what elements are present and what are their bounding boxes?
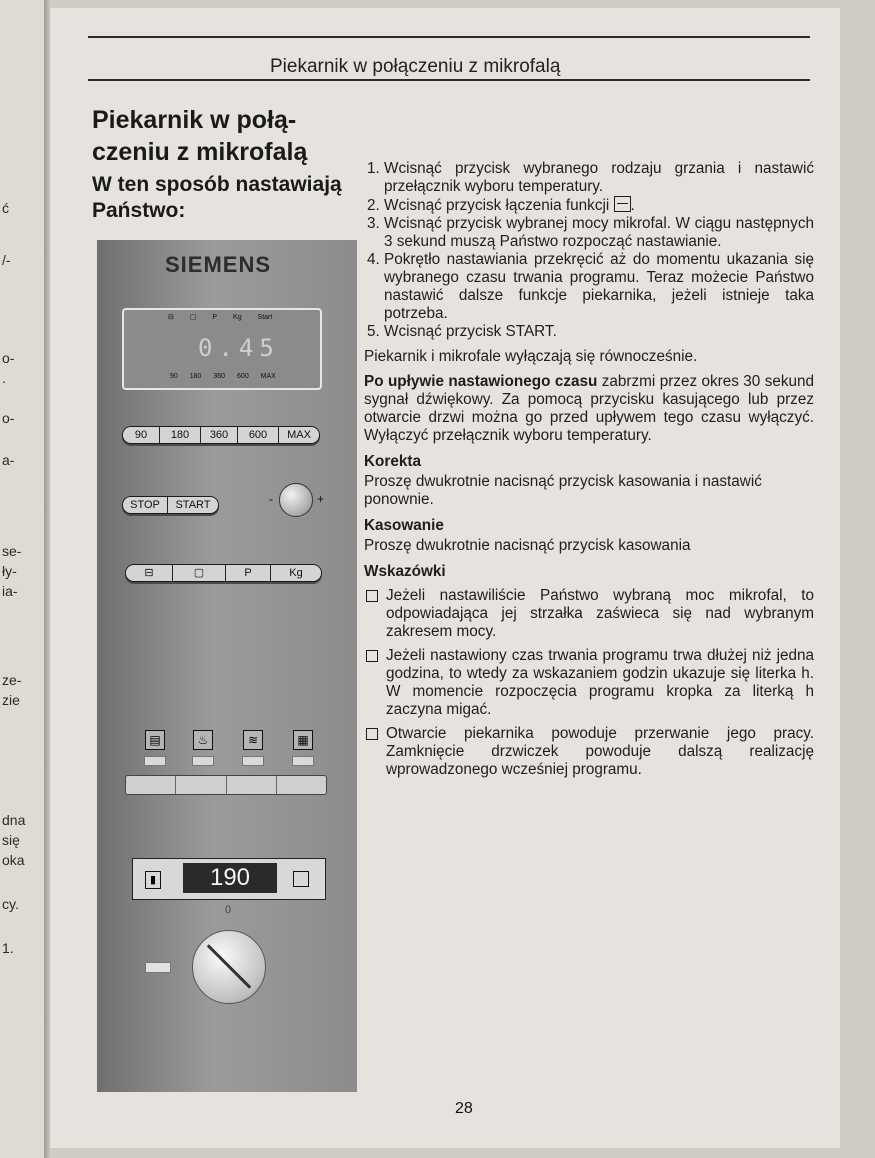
korekta-heading: Korekta [364, 453, 421, 470]
oven-mode-button[interactable] [227, 776, 277, 794]
scale-360: 360 [213, 373, 226, 380]
stop-start-row [122, 496, 219, 514]
left-page-fragment: . [2, 370, 6, 386]
step-2-suffix: . [630, 197, 635, 214]
left-page-fragment: a- [2, 452, 15, 468]
left-page-fragment: oka [2, 852, 25, 868]
oven-light-icon [293, 871, 309, 887]
stop-button[interactable]: STOP [123, 497, 168, 513]
power-90-button[interactable]: 90 [123, 427, 160, 443]
scale-90: 90 [170, 373, 178, 380]
header-rule-bottom [88, 79, 810, 81]
hint-item [364, 587, 814, 641]
oven-mode-top-bottom-icon: ▤ [145, 730, 165, 750]
section-heading: Piekarnik w połą-czeniu z mikrofalą [92, 106, 308, 166]
power-indicator-led [145, 962, 171, 973]
display-indicator-row [168, 313, 286, 321]
oven-mode-led [144, 756, 166, 766]
hint-text: Jeżeli nastawiony czas trwania programu trwa dłużej niż jedna godzina, to wtedy za wskazaniem godzin ukazuje się literka h. W momencie rozpoczęcia programu kropka za literką h zaczyna migać. [386, 647, 814, 718]
temperature-display: 190 [183, 863, 277, 893]
left-page-fragment: o- [2, 410, 15, 426]
power-180-button[interactable]: 180 [160, 427, 201, 443]
left-page-fragment: się [2, 832, 20, 848]
hint-text: Otwarcie piekarnika powoduje przerwanie jego pracy. Zamknięcie drzwiczek powoduje dalszą realizację wprowadzonego wcześniej programu. [386, 725, 814, 778]
power-600-button[interactable]: 600 [238, 427, 279, 443]
thermometer-icon: ▮ [145, 871, 161, 889]
knob-zero-mark: 0 [225, 904, 232, 916]
oven-mode-led [242, 756, 264, 766]
function-button-row [125, 564, 322, 582]
hint-item [364, 725, 814, 779]
oven-mode-led [192, 756, 214, 766]
kasowanie-text: Proszę dwukrotnie nacisnąć przycisk kasowania [364, 537, 691, 554]
power-360-button[interactable]: 360 [201, 427, 238, 443]
left-page-fragment: /- [2, 252, 11, 268]
time-setting-knob[interactable] [279, 483, 313, 517]
header-rule-top [88, 36, 810, 38]
display-p-label: P [212, 314, 218, 321]
combi-function-button[interactable]: ⊟ [126, 565, 173, 581]
steps-list [364, 160, 814, 341]
checkbox-icon [366, 650, 378, 662]
step-item: 4. Pokrętło nastawiania przekręcić aż do momentu ukazania się wybranego czasu trwania programu. Teraz możecie Państwo nastawić dalsze funkcje piekarnika, jeżeli istnieje taka potrzeba. [384, 251, 814, 323]
temperature-knob[interactable] [192, 930, 266, 1004]
step-item: 1. Wcisnąć przycisk wybranego rodzaju grzania i nastawić przełącznik wyboru temperatury. [384, 160, 814, 196]
page-number: 28 [455, 1100, 473, 1117]
oven-mode-button[interactable] [176, 776, 226, 794]
shutdown-paragraph: Piekarnik i mikrofale wyłączają się równocześnie. [364, 348, 698, 365]
oven-mode-grill-icon: ▦ [293, 730, 313, 750]
display-time: 0.45 [198, 334, 280, 362]
left-page-fragment: dna [2, 812, 26, 828]
checkbox-icon [366, 590, 378, 602]
weight-kg-button[interactable]: Kg [271, 565, 321, 581]
knob-minus-label: - [269, 492, 273, 506]
left-page-fragment: ć [2, 200, 9, 216]
hint-text: Jeżeli nastawiliście Państwo wybraną moc mikrofal, to odpowiadająca jej strzałka zaświeca się nad wybranym zakresem mocy. [386, 587, 814, 640]
control-panel-illustration [97, 240, 357, 1092]
left-page-fragment: zie [2, 692, 20, 708]
display-microwave-icon: ▢ [189, 314, 197, 321]
checkbox-icon [366, 728, 378, 740]
display-kg-label: Kg [233, 314, 242, 321]
oven-mode-led [292, 756, 314, 766]
knob-pointer [207, 944, 252, 989]
start-button[interactable]: START [168, 497, 218, 513]
step-item [384, 196, 814, 215]
left-page-fragment: ze- [2, 672, 22, 688]
left-page-fragment: 1. [2, 940, 14, 956]
microwave-display [122, 308, 322, 390]
oven-mode-button[interactable] [277, 776, 326, 794]
left-page-fragment: cy. [2, 896, 19, 912]
left-page-fragment: se- [2, 543, 22, 559]
after-time-bold: Po upływie nastawionego czasu [364, 373, 598, 390]
microwave-button[interactable]: ▢ [173, 565, 226, 581]
scale-600: 600 [237, 373, 249, 380]
oven-mode-button-bar [125, 775, 327, 795]
previous-page-edge [0, 0, 46, 1158]
combi-function-icon [614, 196, 631, 212]
display-power-scale [170, 373, 286, 380]
left-page-fragment: ia- [2, 583, 18, 599]
scale-max: MAX [260, 373, 276, 380]
power-max-button[interactable]: MAX [279, 427, 319, 443]
oven-mode-button[interactable] [126, 776, 176, 794]
display-combi-icon: ⊟ [168, 314, 174, 321]
wskazowki-heading: Wskazówki [364, 563, 446, 580]
power-button-row [122, 426, 320, 444]
step-item: 5. Wcisnąć przycisk START. [384, 323, 814, 341]
after-time-paragraph [364, 373, 814, 445]
left-page-fragment: ły- [2, 563, 17, 579]
knob-plus-label: + [317, 492, 325, 506]
step-2-text: Wcisnąć przycisk łączenia funkcji [384, 197, 610, 214]
oven-mode-fan-icon: ♨ [193, 730, 213, 750]
display-start-label: Start [257, 314, 273, 321]
korekta-text: Proszę dwukrotnie nacisnąć przycisk kasowania i nastawić ponownie. [364, 473, 762, 508]
scale-180: 180 [189, 373, 202, 380]
brand-logo: SIEMENS [165, 252, 272, 277]
oven-mode-hot-air-icon: ≋ [243, 730, 263, 750]
temperature-panel [132, 858, 326, 900]
hint-item [364, 647, 814, 719]
running-head: Piekarnik w połączeniu z mikrofalą [270, 56, 561, 77]
instructions-column [364, 160, 814, 779]
left-page-fragment: o- [2, 350, 15, 366]
kasowanie-heading: Kasowanie [364, 517, 444, 534]
after-time-text: zabrzmi przez okres 30 sekund sygnał dźwiękowy. Za pomocą przycisku kasującego lub przez otwarcie drzwi można go przed upływem tego czasu wyłączyć. Wyłączyć przełącznik wyboru temperatury. [364, 373, 815, 444]
step-item: 3. Wcisnąć przycisk wybranej mocy mikrofal. W ciągu następnych 3 sekund muszą Państwo rozpocząć nastawianie. [384, 215, 814, 251]
program-p-button[interactable]: P [226, 565, 271, 581]
section-subheading: W ten sposób nastawiają Państwo: [92, 173, 342, 222]
